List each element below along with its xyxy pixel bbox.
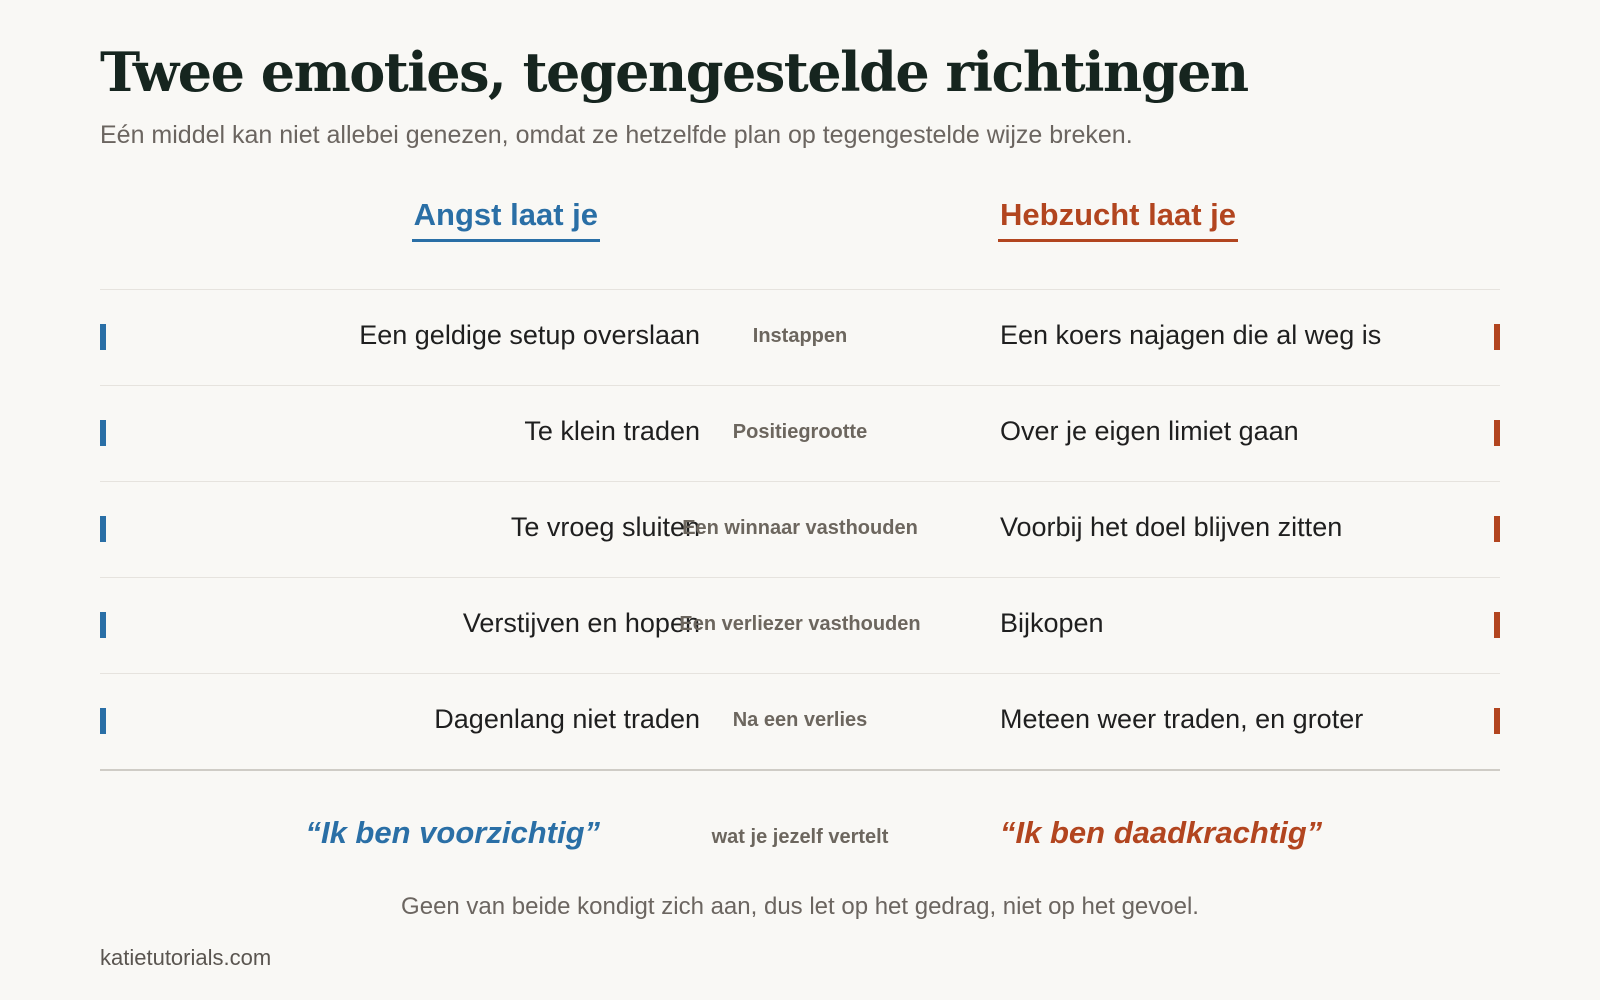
comparison-row	[100, 290, 1500, 386]
situation-label: Een winnaar vasthouden	[682, 517, 918, 539]
fear-marker	[100, 708, 106, 734]
fear-column-heading: Angst laat je	[412, 197, 600, 242]
greed-behavior: Voorbij het doel blijven zitten	[1000, 512, 1343, 542]
situation-label: Instappen	[752, 325, 848, 347]
fear-marker	[100, 324, 106, 350]
fear-behavior: Dagenlang niet traden	[434, 704, 700, 734]
footnote: Geen van beide kondigt zich aan, dus let op het gedrag, niet op het gevoel.	[401, 893, 1199, 920]
fear-behavior: Een geldige setup overslaan	[359, 320, 700, 350]
page-subtitle: Eén middel kan niet allebei genezen, omdat ze hetzelfde plan op tegengestelde wijze breken.	[100, 121, 1133, 149]
page-title: Twee emoties, tegengestelde richtingen	[100, 40, 1248, 104]
site-credit: katietutorials.com	[100, 945, 272, 970]
greed-marker	[1494, 612, 1500, 638]
fear-marker	[100, 420, 106, 446]
fear-behavior: Te vroeg sluiten	[510, 512, 700, 542]
greed-marker	[1494, 420, 1500, 446]
fear-marker	[100, 612, 106, 638]
fear-behavior: Te klein traden	[524, 416, 700, 446]
comparison-row	[100, 386, 1500, 482]
greed-behavior: Over je eigen limiet gaan	[1000, 416, 1299, 446]
greed-quote: “Ik ben daadkrachtig”	[1000, 815, 1323, 850]
greed-behavior: Een koers najagen die al weg is	[1000, 320, 1382, 350]
fear-quote: “Ik ben voorzichtig”	[305, 815, 600, 850]
comparison-table	[100, 289, 1500, 771]
greed-column-heading: Hebzucht laat je	[998, 197, 1238, 242]
fear-behavior: Verstijven en hopen	[462, 608, 700, 638]
comparison-row	[100, 674, 1500, 771]
greed-marker	[1494, 324, 1500, 350]
greed-behavior: Meteen weer traden, en groter	[1000, 704, 1364, 734]
greed-marker	[1494, 708, 1500, 734]
comparison-row	[100, 482, 1500, 578]
situation-label: Een verliezer vasthouden	[679, 613, 921, 635]
situation-label: Positiegrootte	[732, 421, 868, 443]
greed-behavior: Bijkopen	[1000, 608, 1104, 638]
fear-marker	[100, 516, 106, 542]
quote-caption: wat je jezelf vertelt	[711, 826, 889, 848]
situation-label: Na een verlies	[732, 709, 868, 731]
comparison-row	[100, 578, 1500, 674]
greed-marker	[1494, 516, 1500, 542]
